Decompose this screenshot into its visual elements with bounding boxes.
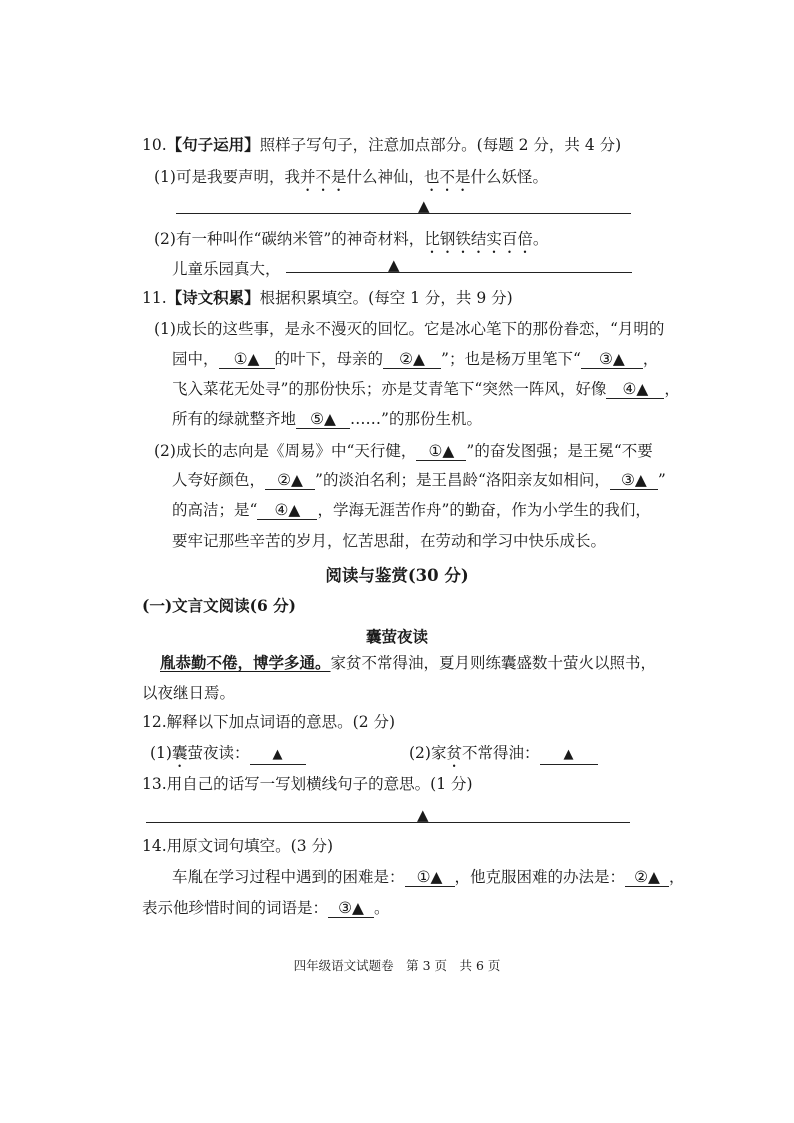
answer-blank[interactable]: ③▲ — [610, 471, 658, 490]
answer-blank[interactable]: ②▲ — [383, 350, 441, 369]
passage-title: 囊萤夜读 — [365, 627, 428, 646]
q11-p2-line4: 要牢记那些辛苦的岁月，忆苦思甜，在劳动和学习中快乐成长。 — [172, 532, 607, 550]
page-footer: 四年级语文试题卷 第 3 页 共 6 页 — [293, 958, 501, 973]
answer-blank[interactable]: ①▲ — [219, 350, 275, 369]
answer-blank[interactable]: ①▲ — [416, 442, 466, 461]
answer-blank[interactable]: ③▲ — [581, 350, 643, 369]
answer-blank[interactable]: ④▲ — [606, 380, 664, 399]
q10-sentence-2: (2)有一种叫作“碳纳米管”的神奇材料，比钢铁结实百倍。 — [154, 230, 549, 248]
answer-mark: ▲ — [417, 806, 429, 824]
dotted-phrase: 也不是 — [424, 168, 471, 186]
q11-p2-line1: (2)成长的志向是《周易》中“天行健， ①▲ ”的奋发图强；是王冕“不要 — [154, 442, 653, 460]
q11-p1-line4: 所有的绿就整齐地 ⑤▲ ……”的那份生机。 — [172, 410, 482, 428]
dotted-phrase: 并不是 — [299, 168, 347, 186]
answer-blank[interactable]: ▲ — [540, 746, 598, 765]
q10-sentence-1: (1)可是我要声明，我并不是什么神仙，也不是什么妖怪。 — [154, 168, 549, 186]
q10-lead-text: 儿童乐园真大， — [172, 260, 281, 278]
answer-blank[interactable]: ②▲ — [265, 471, 315, 490]
section-title: 阅读与鉴赏(30 分) — [325, 566, 469, 585]
answer-blank[interactable]: ①▲ — [405, 868, 455, 887]
q13-prompt: 13.用自己的话写一写划横线句子的意思。(1 分) — [142, 775, 473, 793]
q11-p2-line3: 的高洁；是“ ④▲ ，学海无涯苦作舟”的勤奋，作为小学生的我们， — [172, 501, 651, 519]
q12-item-1: (1)囊萤夜读： ▲ — [150, 742, 306, 771]
passage-line2: 以夜继日焉。 — [142, 684, 236, 702]
answer-blank[interactable]: ⑤▲ — [296, 410, 350, 429]
dotted-character: 囊 — [171, 744, 188, 762]
dotted-phrase: 比钢铁结实百倍 — [424, 230, 533, 248]
answer-blank[interactable]: ④▲ — [257, 501, 317, 520]
q10-heading — [142, 134, 621, 156]
q14-line2: 表示他珍惜时间的词语是： ③▲ 。 — [142, 899, 390, 917]
answer-blank[interactable]: ▲ — [250, 746, 306, 765]
q11-p1-line1: (1)成长的这些事，是永不漫灭的回忆。它是冰心笔下的那份眷恋，“月明的 — [154, 320, 665, 338]
answer-line-q10-1[interactable] — [176, 213, 631, 214]
q10-prompt: 照样子写句子，注意加点部分。(每题 2 分，共 4 分) — [259, 136, 622, 154]
answer-line-q13[interactable] — [146, 822, 630, 823]
q14-prompt: 14.用原文词句填空。(3 分) — [142, 837, 334, 855]
q11-p2-line2: 人夸好颜色， ②▲ ”的淡泊名利；是王昌龄“洛阳亲友如相问， ③▲ ” — [172, 471, 666, 489]
q14-line1: 车胤在学习过程中遇到的困难是： ①▲ ，他克服困难的办法是： ②▲ ， — [172, 868, 685, 886]
answer-mark: ▲ — [388, 256, 400, 274]
q11-tag: 【诗文积累】 — [166, 288, 260, 307]
q12-prompt: 12.解释以下加点词语的意思。(2 分) — [142, 713, 396, 731]
dotted-character: 贫 — [446, 744, 462, 762]
passage-line1: 胤恭勤不倦，博学多通。家贫不常得油，夏月则练囊盛数十萤火以照书， — [160, 653, 657, 672]
q12-item-2: (2)家贫不常得油： ▲ — [409, 742, 598, 771]
q11-p1-line3: 飞入菜花无处寻”的那份快乐；亦是艾青笔下“突然一阵风，好像 ④▲ ， — [172, 380, 680, 398]
q11-p1-line2: 园中， ①▲ 的叶下，母亲的 ②▲ ”；也是杨万里笔下“ ③▲ ， — [172, 350, 659, 368]
answer-line-q10-2[interactable] — [286, 272, 632, 273]
q10-tag: 【句子运用】 — [166, 135, 260, 154]
underlined-sentence: 胤恭勤不倦，博学多通。 — [160, 653, 331, 672]
answer-blank[interactable]: ③▲ — [328, 899, 374, 918]
q10-number: 10. — [142, 136, 167, 154]
answer-mark: ▲ — [418, 197, 430, 215]
q11-heading: 11.【诗文积累】根据积累填空。(每空 1 分，共 9 分) — [142, 288, 513, 307]
answer-blank[interactable]: ②▲ — [625, 868, 669, 887]
subsection-title: (一)文言文阅读(6 分) — [142, 596, 297, 615]
